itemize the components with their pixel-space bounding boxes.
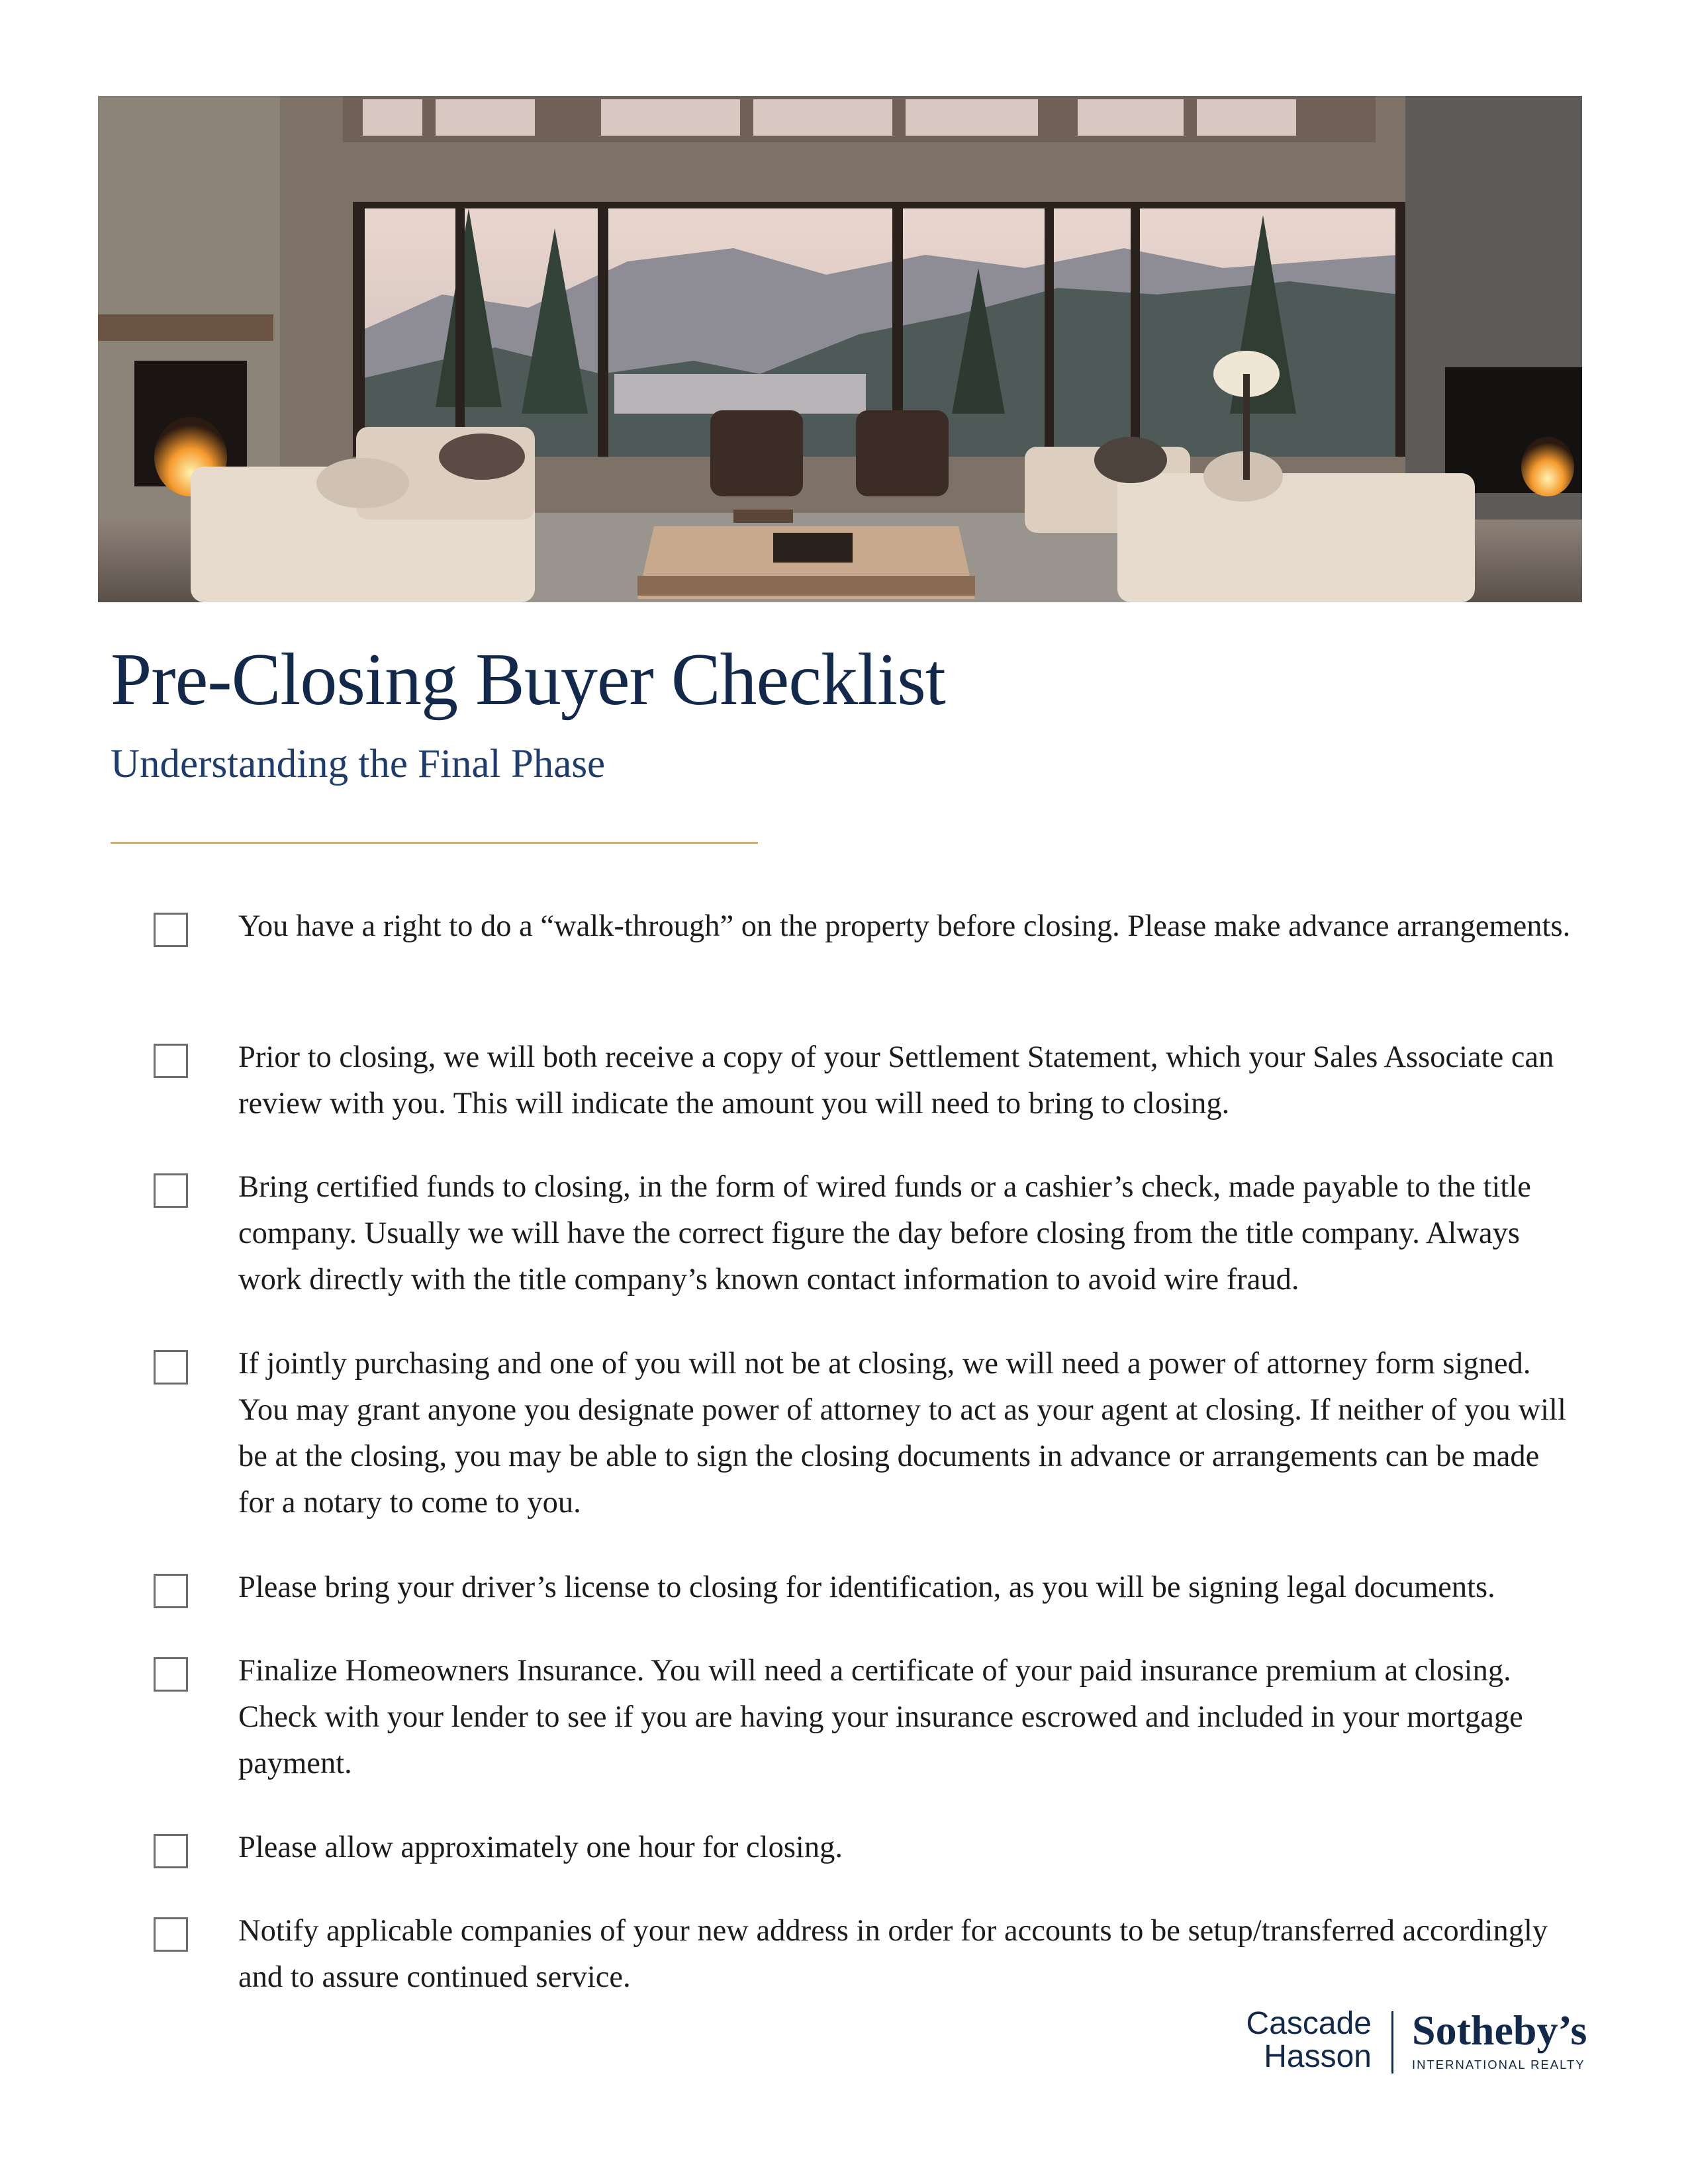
checklist-checkbox[interactable]	[154, 1173, 188, 1208]
checklist-item-text: Please allow approximately one hour for closing.	[238, 1831, 843, 1864]
checklist-checkbox[interactable]	[154, 1574, 188, 1608]
brand-logo	[1244, 2002, 1589, 2081]
checklist-checkbox[interactable]	[154, 1350, 188, 1385]
checklist-checkbox[interactable]	[154, 1657, 188, 1692]
brand-office-name: Cascade Hasson	[1246, 2006, 1372, 2074]
page-title: Pre-Closing Buyer Checklist	[111, 639, 945, 721]
checklist-item-text: Notify applicable companies of your new address in order for accounts to be setup/transferred accordingly and to assure continued service.	[238, 1914, 1548, 1994]
checklist-item-text: Please bring your driver’s license to closing for identification, as you will be signing legal documents.	[238, 1570, 1495, 1604]
checklist-checkbox[interactable]	[154, 913, 188, 947]
page-subtitle: Understanding the Final Phase	[111, 742, 606, 786]
checklist-item-text: If jointly purchasing and one of you will not be at closing, we will need a power of attorney form signed. You may grant anyone you designate power of attorney to act as your agent at closing. If neither of you will be at the closing, you may be able to sign the closing documents in advance or arrangements can be made for a notary to come to you.	[238, 1347, 1566, 1520]
checklist-checkbox[interactable]	[154, 1917, 188, 1952]
brand-name: Sotheby’s	[1412, 2007, 1587, 2054]
checklist-checkbox[interactable]	[154, 1834, 188, 1868]
checklist-item-text: Prior to closing, we will both receive a copy of your Settlement Statement, which your Sales Associate can review with you. This will indicate the amount you will need to bring to closing.	[238, 1040, 1554, 1120]
divider-rule	[111, 842, 758, 844]
checklist-item-text: Bring certified funds to closing, in the form of wired funds or a cashier’s check, made payable to the title company. Usually we will have the correct figure the day before closing from the title company. Always work directly with the title company’s known contact information to avoid wire fraud.	[238, 1170, 1531, 1297]
brand-divider	[1391, 2011, 1393, 2073]
checklist-item-text: Finalize Homeowners Insurance. You will need a certificate of your paid insurance premium at closing. Check with your lender to see if you are having your insurance escrowed and included in your mortgage payment.	[238, 1654, 1523, 1780]
checklist-checkbox[interactable]	[154, 1044, 188, 1078]
hero-image	[98, 96, 1582, 602]
brand-tagline: INTERNATIONAL REALTY	[1412, 2058, 1585, 2071]
checklist-item-text: You have a right to do a “walk-through” on the property before closing. Please make advance arrangements.	[238, 909, 1571, 943]
